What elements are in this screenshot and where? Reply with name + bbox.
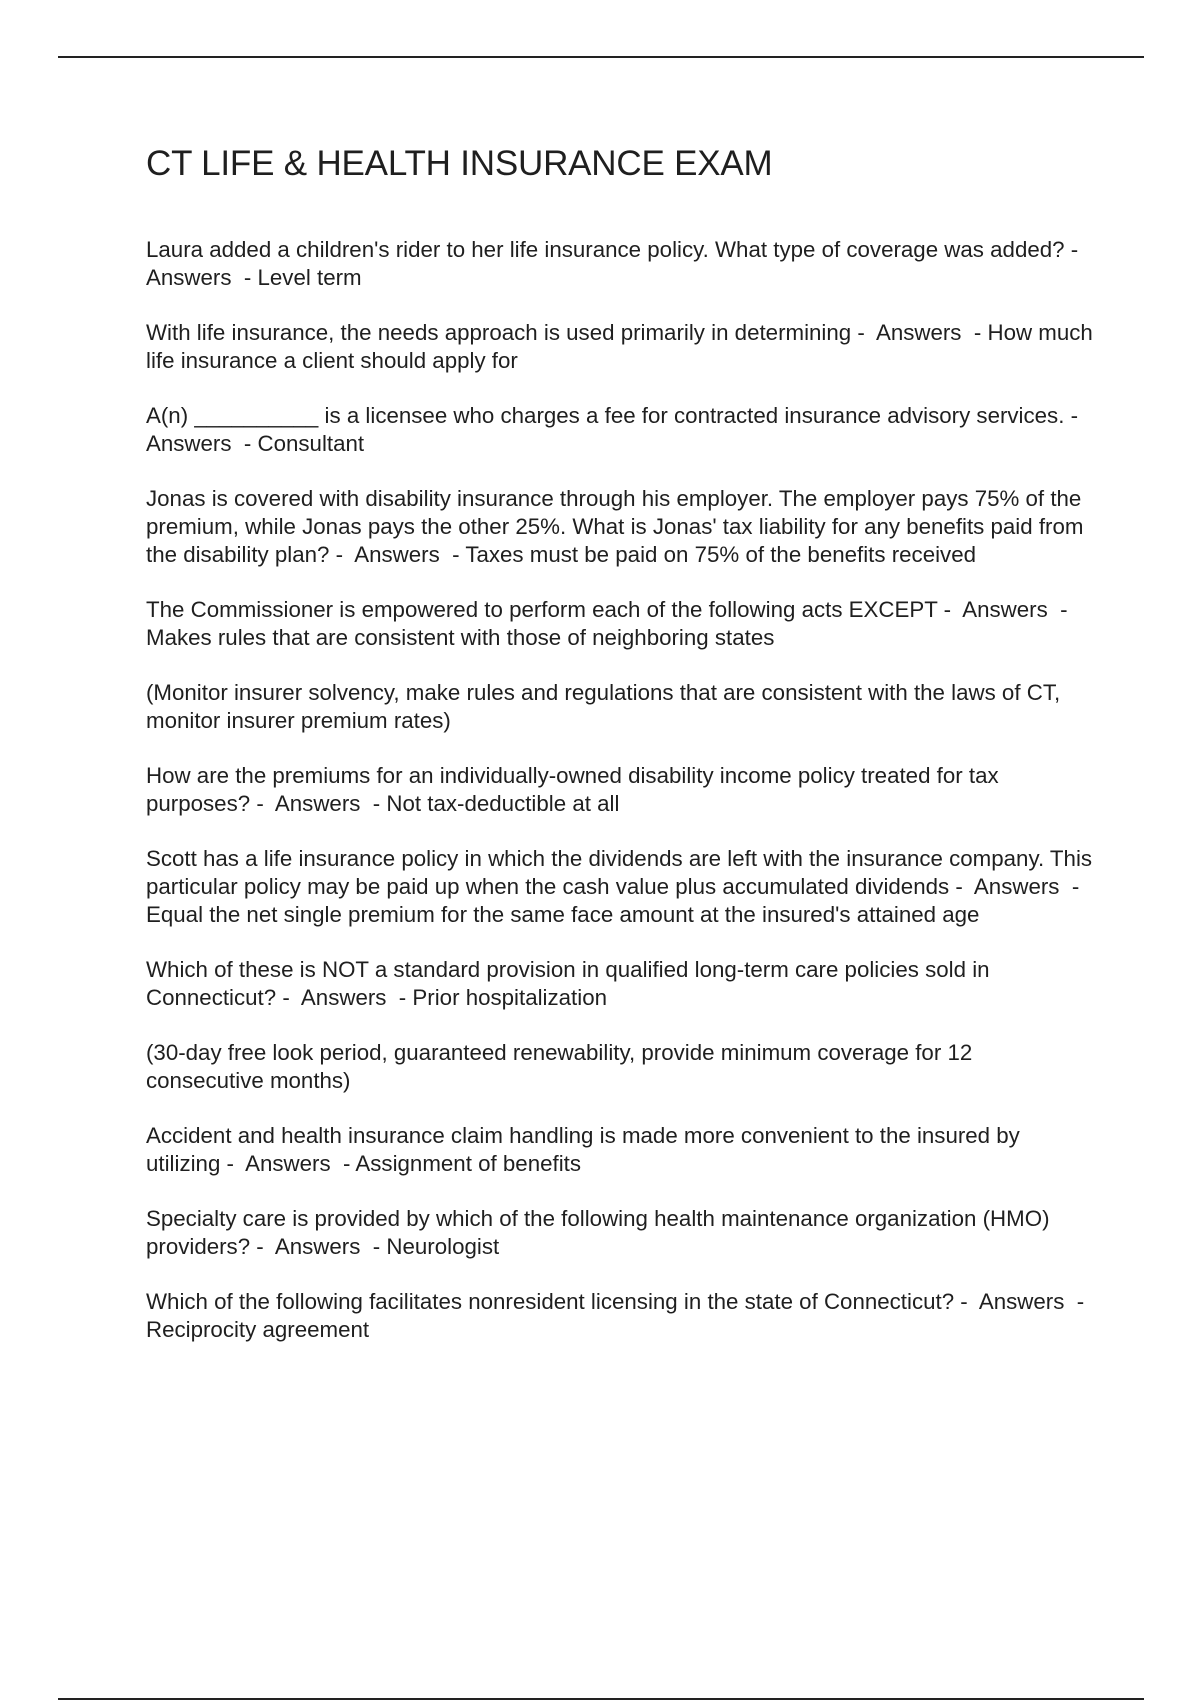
qa-item: The Commissioner is empowered to perform each of the following acts EXCEPT - Answers - Makes rules that are consistent with those of neighboring states [146,597,1074,650]
header-rule [58,56,1144,58]
qa-item: Which of the following facilitates nonresident licensing in the state of Connecticut? - Answers - Reciprocity agreement [146,1289,1091,1342]
qa-item: A(n) __________ is a licensee who charges a fee for contracted insurance advisory services. - Answers - Consultant [146,403,1090,456]
qa-item: With life insurance, the needs approach is used primarily in determining - Answers - How much life insurance a client should apply for [146,320,1099,373]
qa-list [146,236,1099,1344]
qa-item: Laura added a children's rider to her life insurance policy. What type of coverage was added? - Answers - Level term [146,237,1090,290]
qa-item: Jonas is covered with disability insurance through his employer. The employer pays 75% of the premium, while Jonas pays the other 25%. What is Jonas' tax liability for any benefits paid from the disability plan? - Answers - Taxes must be paid on 75% of the benefits received [146,486,1090,567]
qa-item: Accident and health insurance claim handling is made more convenient to the insured by utilizing - Answers - Assignment of benefits [146,1123,1027,1176]
qa-item: Specialty care is provided by which of the following health maintenance organization (HMO) providers? - Answers - Neurologist [146,1206,1056,1259]
qa-item: Scott has a life insurance policy in which the dividends are left with the insurance company. This particular policy may be paid up when the cash value plus accumulated dividends - Answers - Equal the net single premium for the same face amount at the insured's attained age [146,846,1099,927]
document-title: CT LIFE & HEALTH INSURANCE EXAM [146,144,773,183]
qa-item: How are the premiums for an individually-owned disability income policy treated for tax purposes? - Answers - Not tax-deductible at all [146,763,1005,816]
qa-item: Which of these is NOT a standard provision in qualified long-term care policies sold in Connecticut? - Answers - Prior hospitalization [146,957,996,1010]
document-body [146,142,1099,1371]
qa-note: (30-day free look period, guaranteed renewability, provide minimum coverage for 12 consecutive months) [146,1040,979,1093]
qa-note: (Monitor insurer solvency, make rules and regulations that are consistent with the laws of CT, monitor insurer premium rates) [146,680,1067,733]
